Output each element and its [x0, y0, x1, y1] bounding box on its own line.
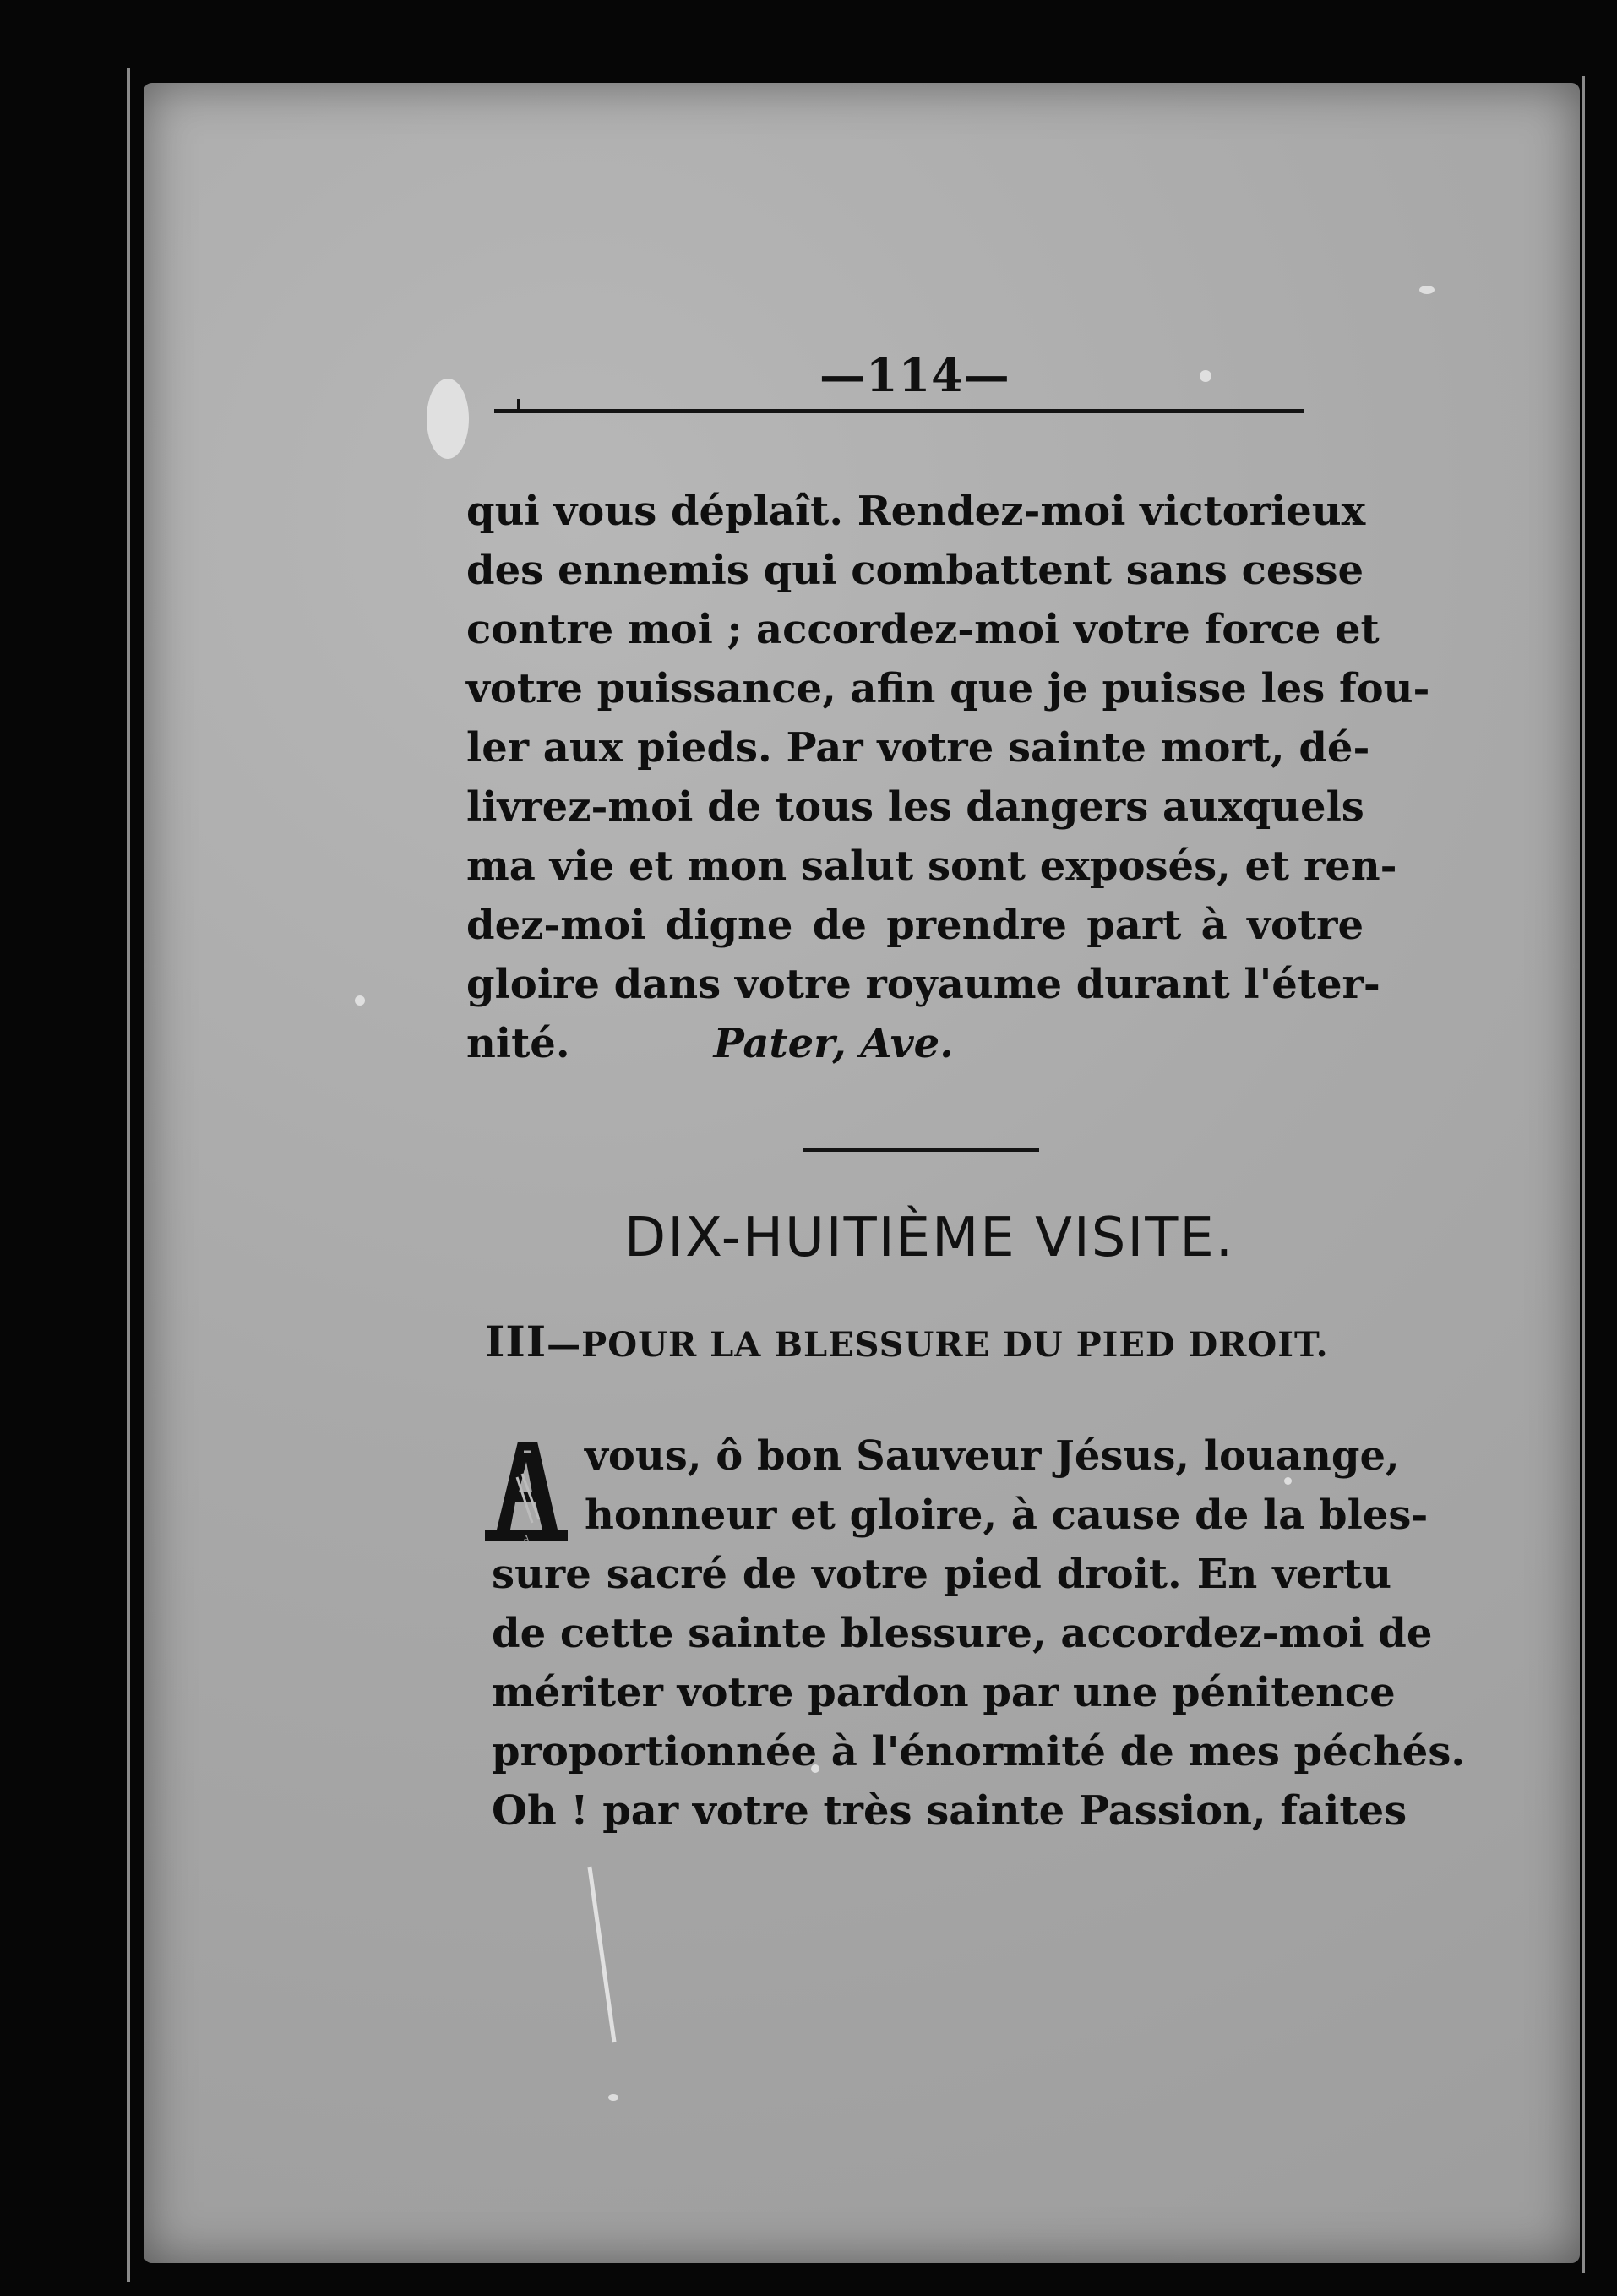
text-line: gloire dans votre royaume durant l'éter- — [466, 961, 1380, 1008]
text-line: honneur et gloire, à cause de la bles- — [585, 1492, 1429, 1539]
page-edge-left — [127, 68, 130, 2282]
section-title: DIX-HUITIÈME VISITE. — [623, 1207, 1235, 1269]
paper-scratch — [587, 1867, 616, 2043]
paragraph-end-word: nité. — [466, 1020, 570, 1067]
paragraph-continued — [466, 482, 1430, 1073]
page-edge-right — [1582, 76, 1585, 2273]
section-subtitle-text: —POUR LA BLESSURE DU PIED DROIT. — [547, 1325, 1329, 1365]
text-line: ma vie et mon salut sont exposés, et ren- — [466, 843, 1397, 890]
text-line: ler aux pieds. Par votre sainte mort, dé- — [466, 724, 1370, 772]
text-line: contre moi ; accordez-moi votre force et — [466, 606, 1380, 653]
text-line: dez-moi digne de prendre part à votre — [466, 902, 1364, 949]
section-divider — [803, 1148, 1039, 1152]
prayer-closing: Pater, Ave. — [713, 1020, 954, 1067]
paper-speck — [427, 379, 469, 459]
text-line: proportionnée à l'énormité de mes péchés. — [492, 1728, 1466, 1775]
section-subtitle — [485, 1317, 1329, 1366]
paper-speck — [1419, 286, 1435, 294]
text-line: sure sacré de votre pied droit. En vertu — [492, 1551, 1391, 1598]
paper-speck — [355, 995, 365, 1006]
text-line: votre puissance, afin que je puisse les fou- — [466, 665, 1430, 712]
text-line: vous, ô bon Sauveur Jésus, louange, — [585, 1432, 1400, 1480]
section-numeral: III — [485, 1317, 547, 1366]
paper-speck — [608, 2094, 618, 2101]
header-rule — [494, 409, 1304, 413]
text-line: des ennemis qui combattent sans cesse — [466, 547, 1364, 594]
text-line: de cette sainte blessure, accordez-moi de — [492, 1610, 1433, 1657]
text-line-last — [466, 1014, 1364, 1073]
svg-text:A: A — [523, 1535, 530, 1544]
paragraph-prayer — [492, 1426, 1466, 1841]
text-line: livrez-moi de tous les dangers auxquels — [466, 783, 1364, 831]
text-line: qui vous déplaît. Rendez-moi victorieux — [466, 488, 1366, 535]
text-line: mériter votre pardon par une pénitence — [492, 1669, 1396, 1716]
page-number: —114— — [819, 348, 1010, 402]
text-line: Oh ! par votre très sainte Passion, faites — [492, 1787, 1407, 1835]
paper-speck — [1200, 370, 1211, 382]
